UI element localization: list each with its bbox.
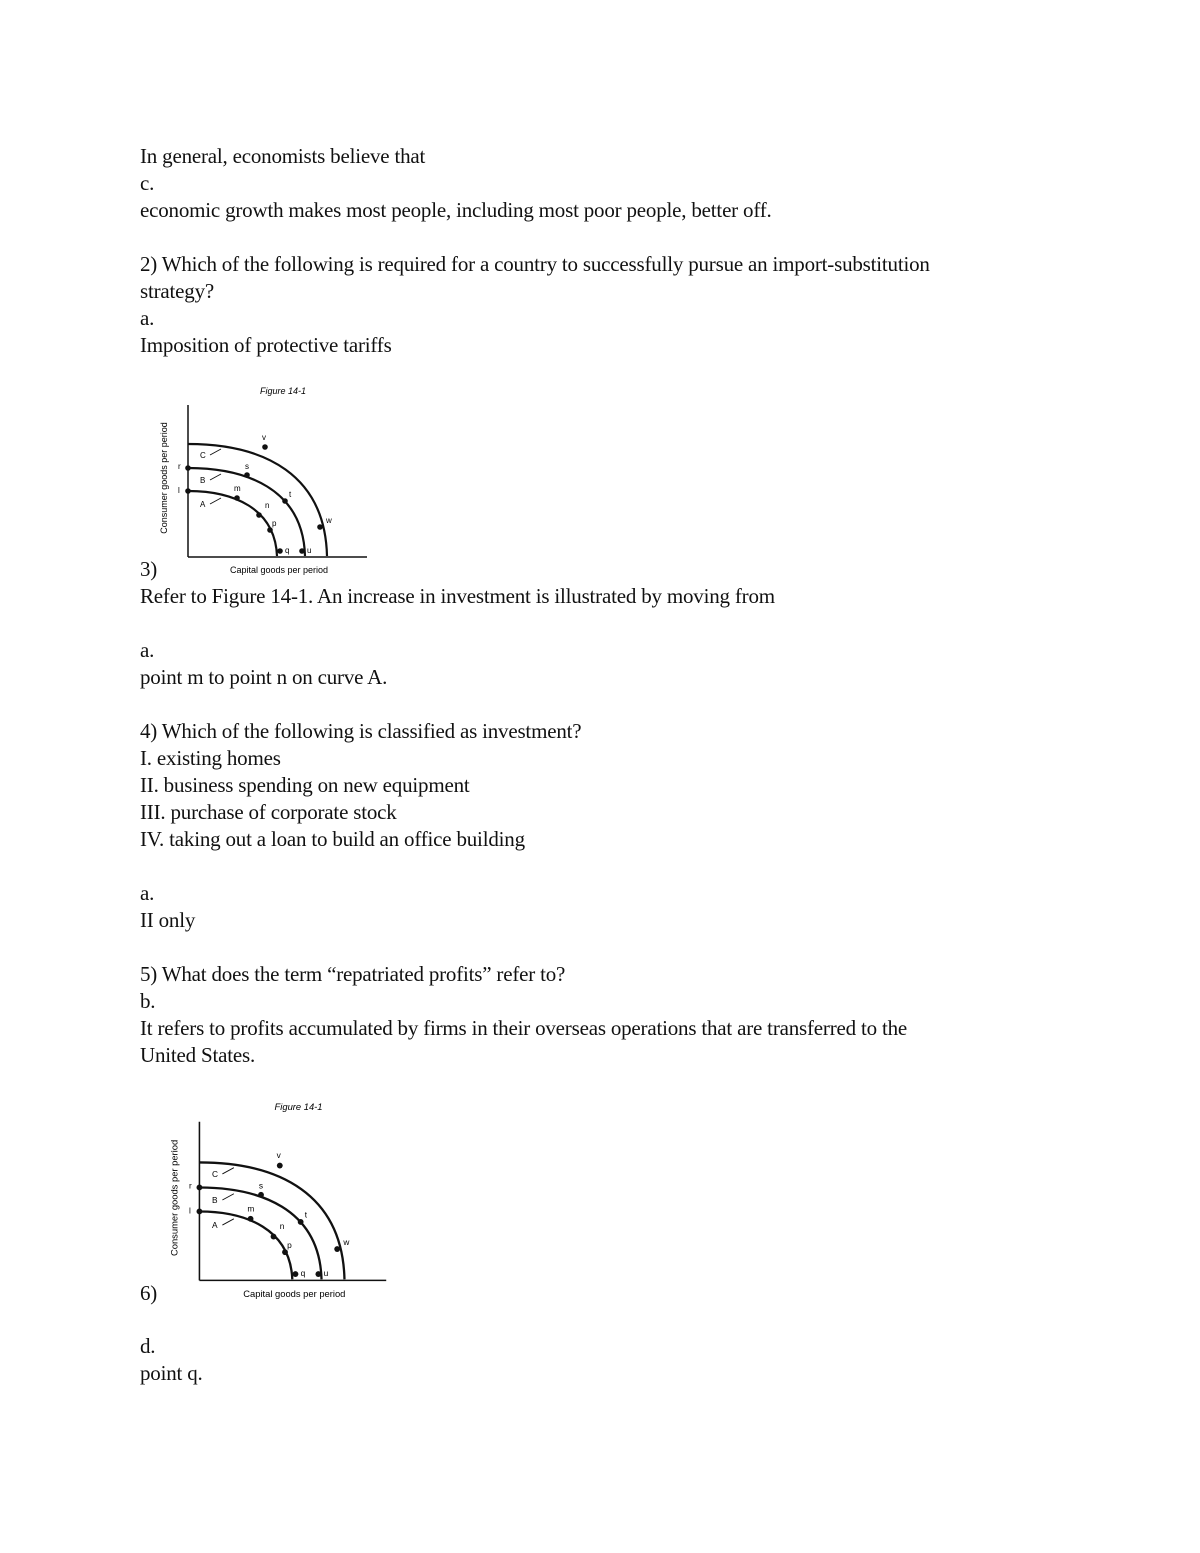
curve-c <box>188 444 327 556</box>
q3-answer: point m to point n on curve A. <box>140 665 388 689</box>
q1-stem: In general, economists believe that <box>140 144 426 168</box>
x-axis-label: Capital goods per period <box>243 1288 346 1300</box>
point-label-u: u <box>323 1268 329 1279</box>
intercept-label-r: r <box>189 1180 192 1191</box>
curve-label-c: C <box>200 451 206 460</box>
q2-choice-letter: a. <box>140 306 155 330</box>
curve-label-a: A <box>211 1220 218 1231</box>
q5-answer-line2: United States. <box>140 1043 256 1067</box>
curve-label-c: C <box>211 1169 218 1180</box>
q3-number: 3) <box>140 557 158 581</box>
point-p-dot <box>282 1249 288 1255</box>
curve-label-b: B <box>200 476 206 485</box>
point-label-m: m <box>247 1203 255 1214</box>
point-label-s: s <box>245 462 249 471</box>
point-label-u: u <box>307 546 312 555</box>
q6-number: 6) <box>140 1281 158 1305</box>
q6-answer: point q. <box>140 1361 203 1385</box>
q4-option-4: IV. taking out a loan to build an office building <box>140 827 525 851</box>
q4-answer: II only <box>140 908 196 932</box>
curve-c <box>199 1162 344 1279</box>
q5-answer-line1: It refers to profits accumulated by firms in their overseas operations that are transferred to the <box>140 1016 908 1040</box>
point-q-dot <box>293 1271 299 1277</box>
point-l-dot <box>185 488 191 494</box>
point-r-dot <box>197 1185 203 1191</box>
figure-title: Figure 14-1 <box>260 386 307 396</box>
curve-label-a: A <box>200 500 206 509</box>
point-label-v: v <box>276 1150 281 1161</box>
point-label-q: q <box>300 1268 306 1279</box>
point-v-dot <box>262 444 268 450</box>
point-label-n: n <box>279 1221 285 1232</box>
point-label-n: n <box>265 501 270 510</box>
point-s-dot <box>244 472 250 478</box>
q4-choice-letter: a. <box>140 881 155 905</box>
y-axis-label: Consumer goods per period <box>168 1139 180 1257</box>
q3-stem: Refer to Figure 14-1. An increase in investment is illustrated by moving from <box>140 584 775 608</box>
point-label-w: w <box>343 1236 350 1247</box>
q2-stem-line1: 2) Which of the following is required for a country to successfully pursue an import-substitution <box>140 252 930 276</box>
q4-option-3: III. purchase of corporate stock <box>140 800 397 824</box>
point-r-dot <box>185 465 191 471</box>
curve-label-arrows <box>210 449 221 504</box>
point-label-q: q <box>285 546 290 555</box>
point-u-dot <box>299 548 305 554</box>
point-q-dot <box>277 548 283 554</box>
q2-stem-line2: strategy? <box>140 279 214 303</box>
q4-option-2: II. business spending on new equipment <box>140 773 470 797</box>
y-axis-label: Consumer goods per period <box>159 422 169 534</box>
point-label-p: p <box>287 1240 292 1250</box>
point-label-v: v <box>262 433 266 442</box>
point-n-dot <box>256 512 262 518</box>
point-w-dot <box>317 524 323 530</box>
q3-choice-letter: a. <box>140 638 155 662</box>
point-label-t: t <box>304 1209 308 1220</box>
point-label-t: t <box>289 490 292 499</box>
q6-choice-letter: d. <box>140 1334 156 1358</box>
x-axis-label: Capital goods per period <box>230 565 329 575</box>
figure-title: Figure 14-1 <box>274 1101 323 1113</box>
point-w-dot <box>334 1246 340 1252</box>
q4-stem: 4) Which of the following is classified as investment? <box>140 719 582 743</box>
figure-14-1-first <box>155 380 385 580</box>
q2-answer: Imposition of protective tariffs <box>140 333 392 357</box>
point-label-s: s <box>258 1180 264 1191</box>
point-t-dot <box>298 1219 304 1225</box>
point-label-w: w <box>326 516 332 525</box>
point-m-dot <box>248 1216 254 1222</box>
intercept-label-l: l <box>189 1205 191 1216</box>
point-m-dot <box>234 495 240 501</box>
point-u-dot <box>315 1271 321 1277</box>
point-n-dot <box>271 1234 277 1240</box>
curve-b <box>188 468 305 556</box>
q1-choice-letter: c. <box>140 171 155 195</box>
point-label-m: m <box>234 484 241 493</box>
figure-14-1-second <box>165 1095 405 1305</box>
curve-label-arrows <box>222 1168 233 1225</box>
intercept-label-l: l <box>178 486 180 495</box>
point-s-dot <box>258 1192 264 1198</box>
q4-option-1: I. existing homes <box>140 746 281 770</box>
point-v-dot <box>277 1163 283 1169</box>
point-l-dot <box>197 1209 203 1215</box>
curve-label-b: B <box>211 1195 218 1206</box>
point-label-p: p <box>272 519 277 528</box>
q1-answer: economic growth makes most people, including most poor people, better off. <box>140 198 772 222</box>
q5-choice-letter: b. <box>140 989 156 1013</box>
curve-b <box>199 1187 321 1279</box>
point-t-dot <box>282 498 288 504</box>
point-p-dot <box>267 527 273 533</box>
intercept-label-r: r <box>178 462 181 471</box>
q5-stem: 5) What does the term “repatriated profits” refer to? <box>140 962 566 986</box>
